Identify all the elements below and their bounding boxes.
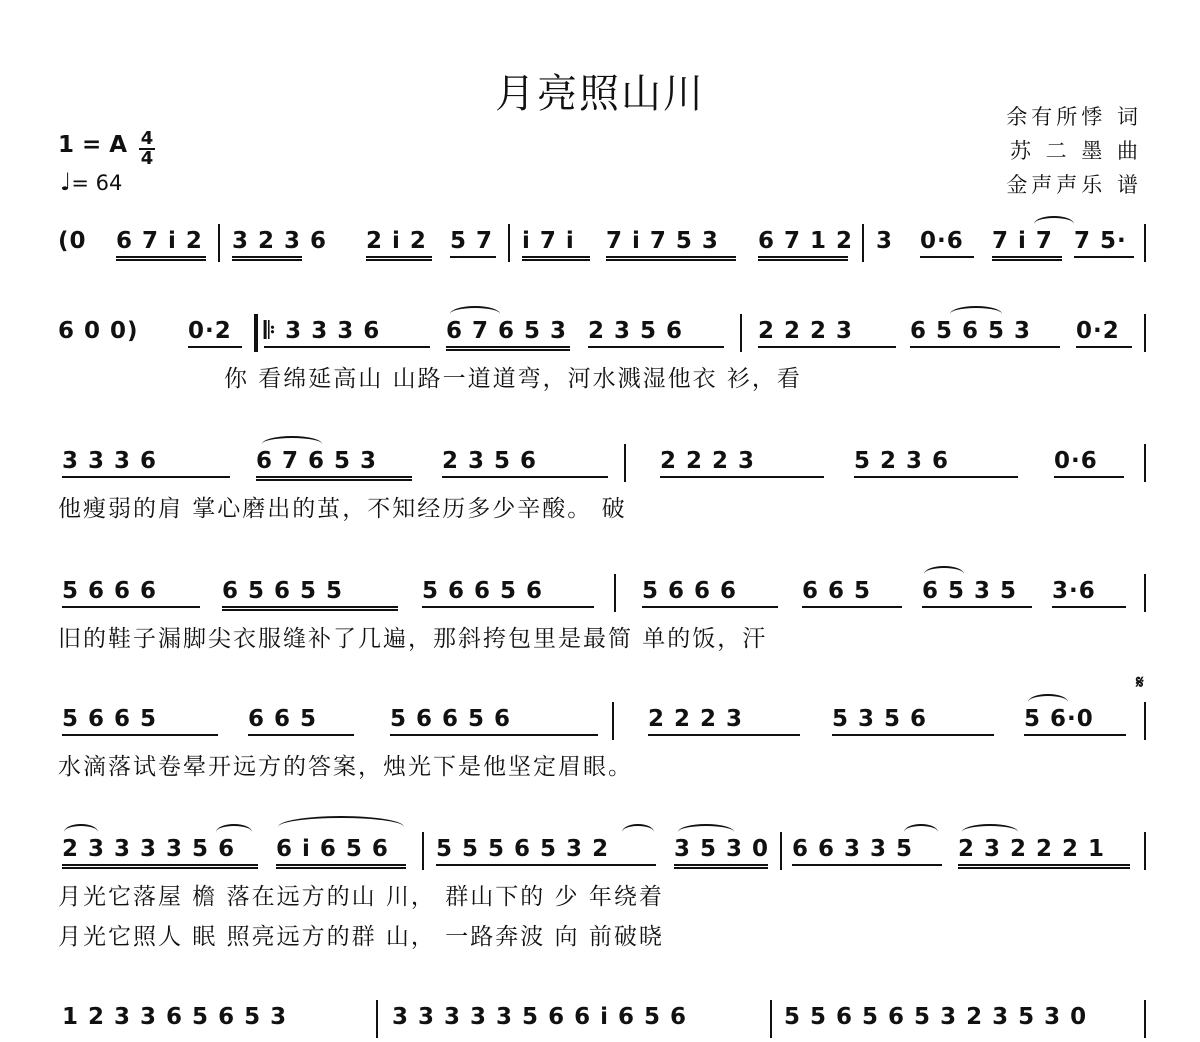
note-group: 6 i 6 5 6 <box>276 834 406 869</box>
note-group: 5 3 5 6 <box>832 704 994 736</box>
score-system-4 <box>58 576 1148 656</box>
note-group: 3 3 3 3 3 5 6 6 i 6 5 6 <box>392 1004 688 1030</box>
note-group: 3 3 3 6 <box>62 446 230 478</box>
segno-icon: 𝄋 <box>1136 672 1144 693</box>
lyric-line <box>58 356 1148 396</box>
lyric-line <box>58 744 1148 784</box>
notation-row <box>58 704 1148 744</box>
note-group: 6 7 i 2 <box>116 226 206 261</box>
slur <box>1034 216 1074 232</box>
barline <box>624 444 626 482</box>
lyric-text: 月光它照人 眠 照亮远方的群 山， 一路奔波 向 前破晓 <box>58 924 664 950</box>
note-group: 2 2 2 3 <box>648 704 800 736</box>
repeat-barline <box>254 314 258 352</box>
note-group: 3 2 3 6 <box>232 226 302 261</box>
key-label: 1 = A <box>58 132 128 158</box>
note-group: 2 2 2 3 <box>660 446 824 478</box>
notation-row <box>58 446 1148 486</box>
note-group: 6 5 6 5 3 <box>910 316 1060 348</box>
transcriber-credit: 金声声乐 谱 <box>1006 173 1142 197</box>
barline <box>1144 574 1146 612</box>
note-group: 7 5· <box>1074 226 1134 258</box>
note-group: 2 3 2 2 2 1 <box>958 834 1130 869</box>
note-group: 6 5 3 5 <box>922 576 1032 608</box>
lyric-text: 水滴落试卷晕开远方的答案，烛光下是他坚定眉眼。 <box>58 754 633 780</box>
note-group: 2 2 2 3 <box>758 316 896 348</box>
lyric-line <box>58 914 1148 954</box>
note-group: 3·6 <box>1052 576 1126 608</box>
notation-row <box>58 1002 1148 1042</box>
tempo-marking <box>60 168 122 196</box>
note-group: 0·6 <box>920 226 974 258</box>
note-group: 2 i 2 <box>366 226 432 261</box>
lyric-line <box>58 616 1148 656</box>
note-group: 3 5 3 0 <box>674 834 768 869</box>
barline <box>612 702 614 740</box>
barline <box>1144 314 1146 352</box>
score-system-1 <box>58 226 1148 266</box>
notation-row <box>58 834 1148 874</box>
notation-row <box>58 316 1148 356</box>
note-group: 5 5 5 6 5 3 2 <box>436 834 656 866</box>
note-group: 𝄆 3 3 3 6 <box>264 316 430 348</box>
note-group: 7 i 7 <box>992 226 1062 261</box>
note-group: (0 <box>58 228 87 254</box>
tempo-value: = 64 <box>71 171 123 195</box>
note-group: 6 7 6 5 3 <box>256 446 412 481</box>
score-system-3 <box>58 446 1148 526</box>
note-group: 7 i 7 5 3 <box>606 226 736 261</box>
time-signature <box>137 130 157 168</box>
note-group: i 7 i <box>522 226 590 261</box>
barline <box>1144 702 1146 740</box>
lyric-text: 旧的鞋子漏脚尖衣服缝补了几遍，那斜挎包里是最简 单的饭，汗 <box>58 626 768 652</box>
note-group: 1 2 3 3 6 5 6 5 3 <box>62 1004 288 1030</box>
score-system-6 <box>58 834 1148 954</box>
note-group: 2 3 5 6 <box>588 316 724 348</box>
note-group: 2 3 3 3 3 5 6 <box>62 834 258 869</box>
lyric-text: 你 看绵延高山 山路一道道弯，河水溅湿他衣 衫，看 <box>224 366 802 392</box>
note-group: 2 3 5 6 <box>442 446 608 478</box>
note-group: 5 7 <box>450 226 496 258</box>
score-system-5 <box>58 672 1148 784</box>
note-group: 6 7 1 2 <box>758 226 848 261</box>
note-group: 3 <box>876 228 894 254</box>
lyricist-credit: 余有所悸 词 <box>1006 105 1142 129</box>
score-system-2 <box>58 316 1148 396</box>
note-group: 5 5 6 5 6 5 3 2 3 5 3 0 <box>784 1004 1088 1030</box>
barline <box>614 574 616 612</box>
meter-top: 4 <box>140 128 154 149</box>
credits <box>1006 100 1142 202</box>
note-group: 0·2 <box>1076 316 1132 348</box>
barline <box>218 224 220 262</box>
barline <box>508 224 510 262</box>
lyric-line <box>58 874 1148 914</box>
note-group: 0·6 <box>1054 446 1124 478</box>
barline <box>862 224 864 262</box>
note-group: 5 6 6 6 <box>62 576 200 608</box>
score-system-7 <box>58 1002 1148 1042</box>
note-group: 0·2 <box>188 316 242 348</box>
barline <box>1144 224 1146 262</box>
note-group: 6 6 5 <box>248 704 354 736</box>
note-group: 6 7 6 5 3 <box>446 316 570 351</box>
meter-bottom: 4 <box>140 148 154 169</box>
note-group: 5 6 6 6 <box>642 576 778 608</box>
barline <box>376 1000 378 1038</box>
notation-row <box>58 576 1148 616</box>
page-title: 月亮照山川 <box>495 71 705 117</box>
note-group: 5 6 6 5 6 <box>422 576 594 608</box>
note-group: 6 6 3 3 5 <box>792 834 942 866</box>
barline <box>1144 832 1146 870</box>
note-group: 5 2 3 6 <box>854 446 1018 478</box>
note-group: 6 5 6 5 5 <box>222 576 398 611</box>
note-group: 6 6 5 <box>802 576 902 608</box>
lyric-line <box>58 486 1148 526</box>
barline <box>740 314 742 352</box>
note-group: 5 6 6 5 6 <box>390 704 598 736</box>
barline <box>1144 1000 1146 1038</box>
quarter-note-icon: ♩ <box>60 168 72 196</box>
note-group: 5 6·0 <box>1024 704 1126 736</box>
barline <box>780 832 782 870</box>
barline <box>422 832 424 870</box>
note-group: 5 6 6 5 <box>62 704 218 736</box>
notation-row <box>58 226 1148 266</box>
note-group: 6 0 0) <box>58 318 139 344</box>
lyric-text: 他瘦弱的肩 掌心磨出的茧，不知经历多少辛酸。 破 <box>58 496 627 522</box>
composer-credit: 苏 二 墨 曲 <box>1009 139 1142 163</box>
barline <box>1144 444 1146 482</box>
barline <box>770 1000 772 1038</box>
lyric-text: 月光它落屋 檐 落在远方的山 川， 群山下的 少 年绕着 <box>58 884 664 910</box>
